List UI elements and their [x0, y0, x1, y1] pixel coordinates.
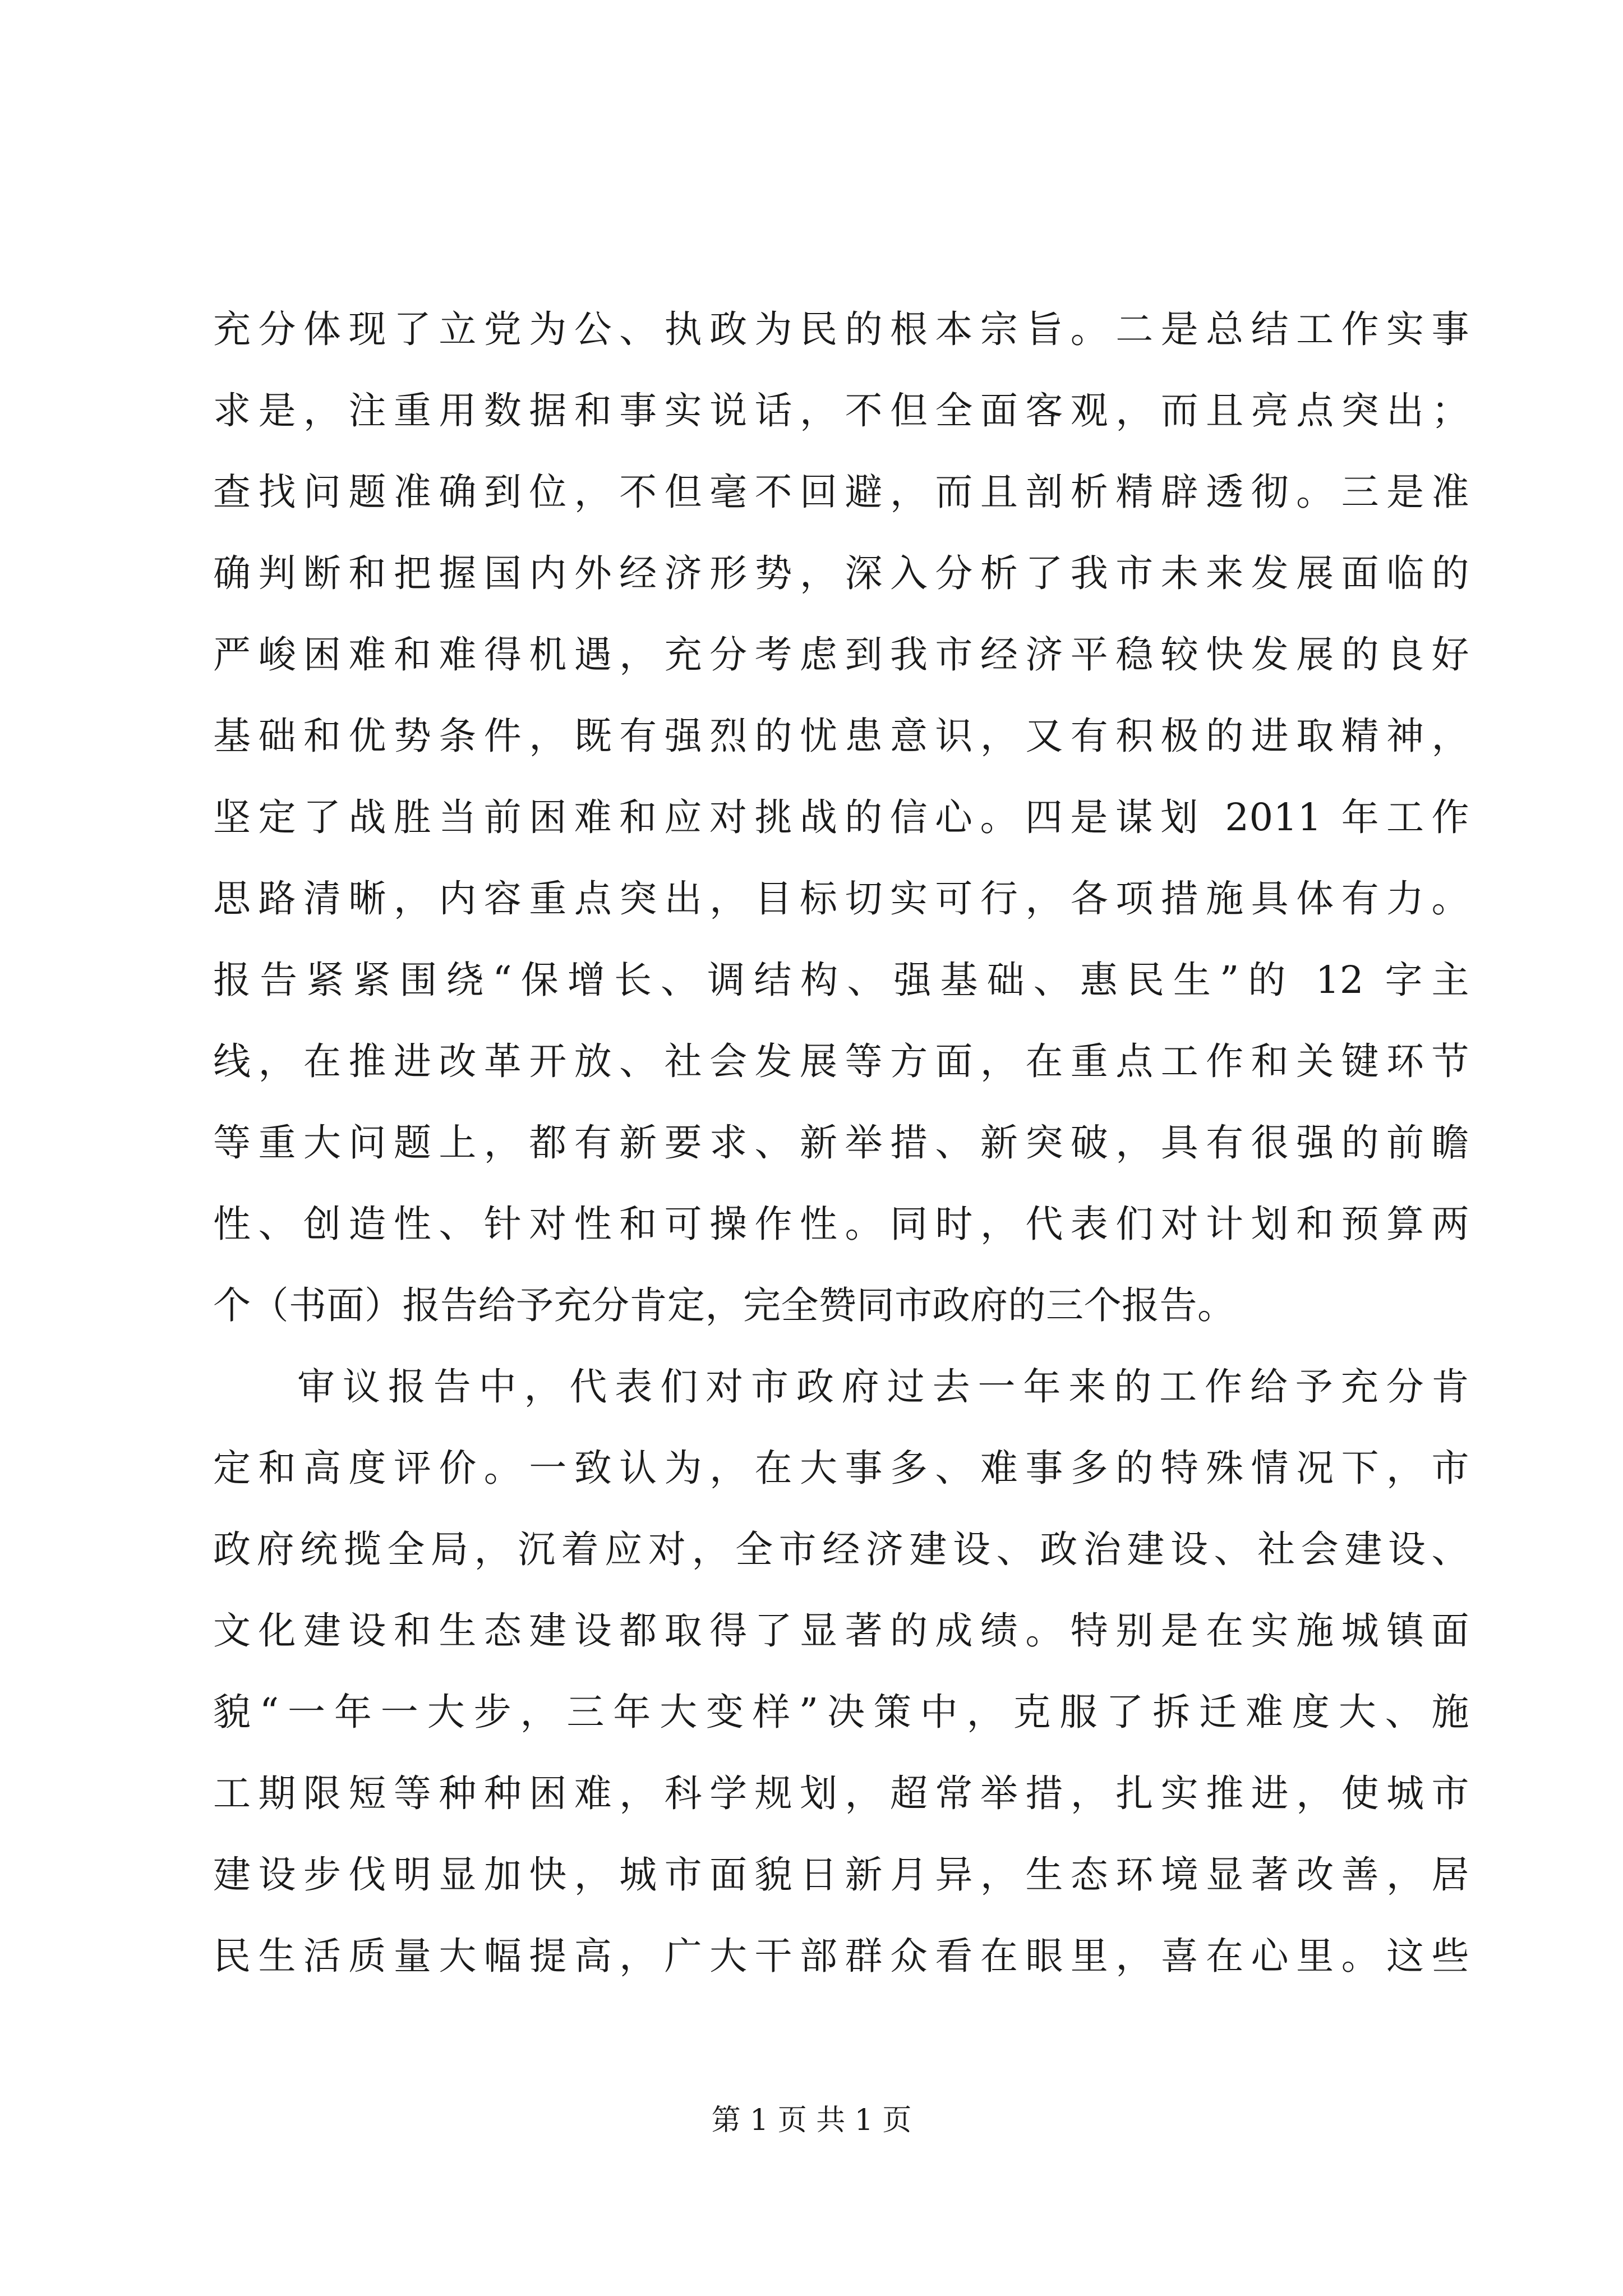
- text-line: 充分体现了立党为公、执政为民的根本宗旨。二是总结工作实事: [213, 307, 1469, 351]
- text-line: 等重大问题上，都有新要求、新举措、新突破，具有很强的前瞻: [213, 1121, 1469, 1165]
- text-line: 严峻困难和难得机遇，充分考虑到我市经济平稳较快发展的良好: [213, 633, 1469, 677]
- text-line: 个（书面）报告给予充分肯定，完全赞同市政府的三个报告。: [213, 1283, 1235, 1327]
- text-line: 性、创造性、针对性和可操作性。同时，代表们对计划和预算两: [213, 1202, 1469, 1246]
- text-line: 貌“一年一大步，三年大变样”决策中，克服了拆迁难度大、施: [213, 1690, 1469, 1734]
- text-line: 线，在推进改革开放、社会发展等方面，在重点工作和关键环节: [213, 1039, 1469, 1083]
- text-line: 文化建设和生态建设都取得了显著的成绩。特别是在实施城镇面: [213, 1609, 1469, 1653]
- text-line: 思路清晰，内容重点突出，目标切实可行，各项措施具体有力。: [213, 877, 1469, 921]
- text-line: 建设步伐明显加快，城市面貌日新月异，生态环境显著改善，居: [213, 1853, 1469, 1897]
- text-line: 求是，注重用数据和事实说话，不但全面客观，而且亮点突出；: [213, 389, 1469, 432]
- text-line: 政府统揽全局，沉着应对，全市经济建设、政治建设、社会建设、: [213, 1527, 1469, 1571]
- text-line: 定和高度评价。一致认为，在大事多、难事多的特殊情况下，市: [213, 1446, 1469, 1490]
- text-line: 民生活质量大幅提高，广大干部群众看在眼里，喜在心里。这些: [213, 1934, 1469, 1978]
- text-line: 基础和优势条件，既有强烈的忧患意识，又有积极的进取精神，: [213, 714, 1469, 758]
- text-line: 查找问题准确到位，不但毫不回避，而且剖析精辟透彻。三是准: [213, 470, 1469, 514]
- paragraph-first-line: 审议报告中，代表们对市政府过去一年来的工作给予充分肯: [297, 1365, 1469, 1409]
- text-line: 报告紧紧围绕“保增长、调结构、强基础、惠民生”的 12 字主: [213, 958, 1469, 1002]
- text-line: 工期限短等种种困难，科学规划，超常举措，扎实推进，使城市: [213, 1772, 1469, 1815]
- page-number: 第 1 页 共 1 页: [711, 2104, 912, 2137]
- text-line: 确判断和把握国内外经济形势，深入分析了我市未来发展面临的: [213, 551, 1469, 595]
- text-line: 坚定了战胜当前困难和应对挑战的信心。四是谋划 2011 年工作: [213, 795, 1469, 839]
- page-footer: [0, 2101, 1623, 2140]
- body-text: [213, 289, 1469, 1997]
